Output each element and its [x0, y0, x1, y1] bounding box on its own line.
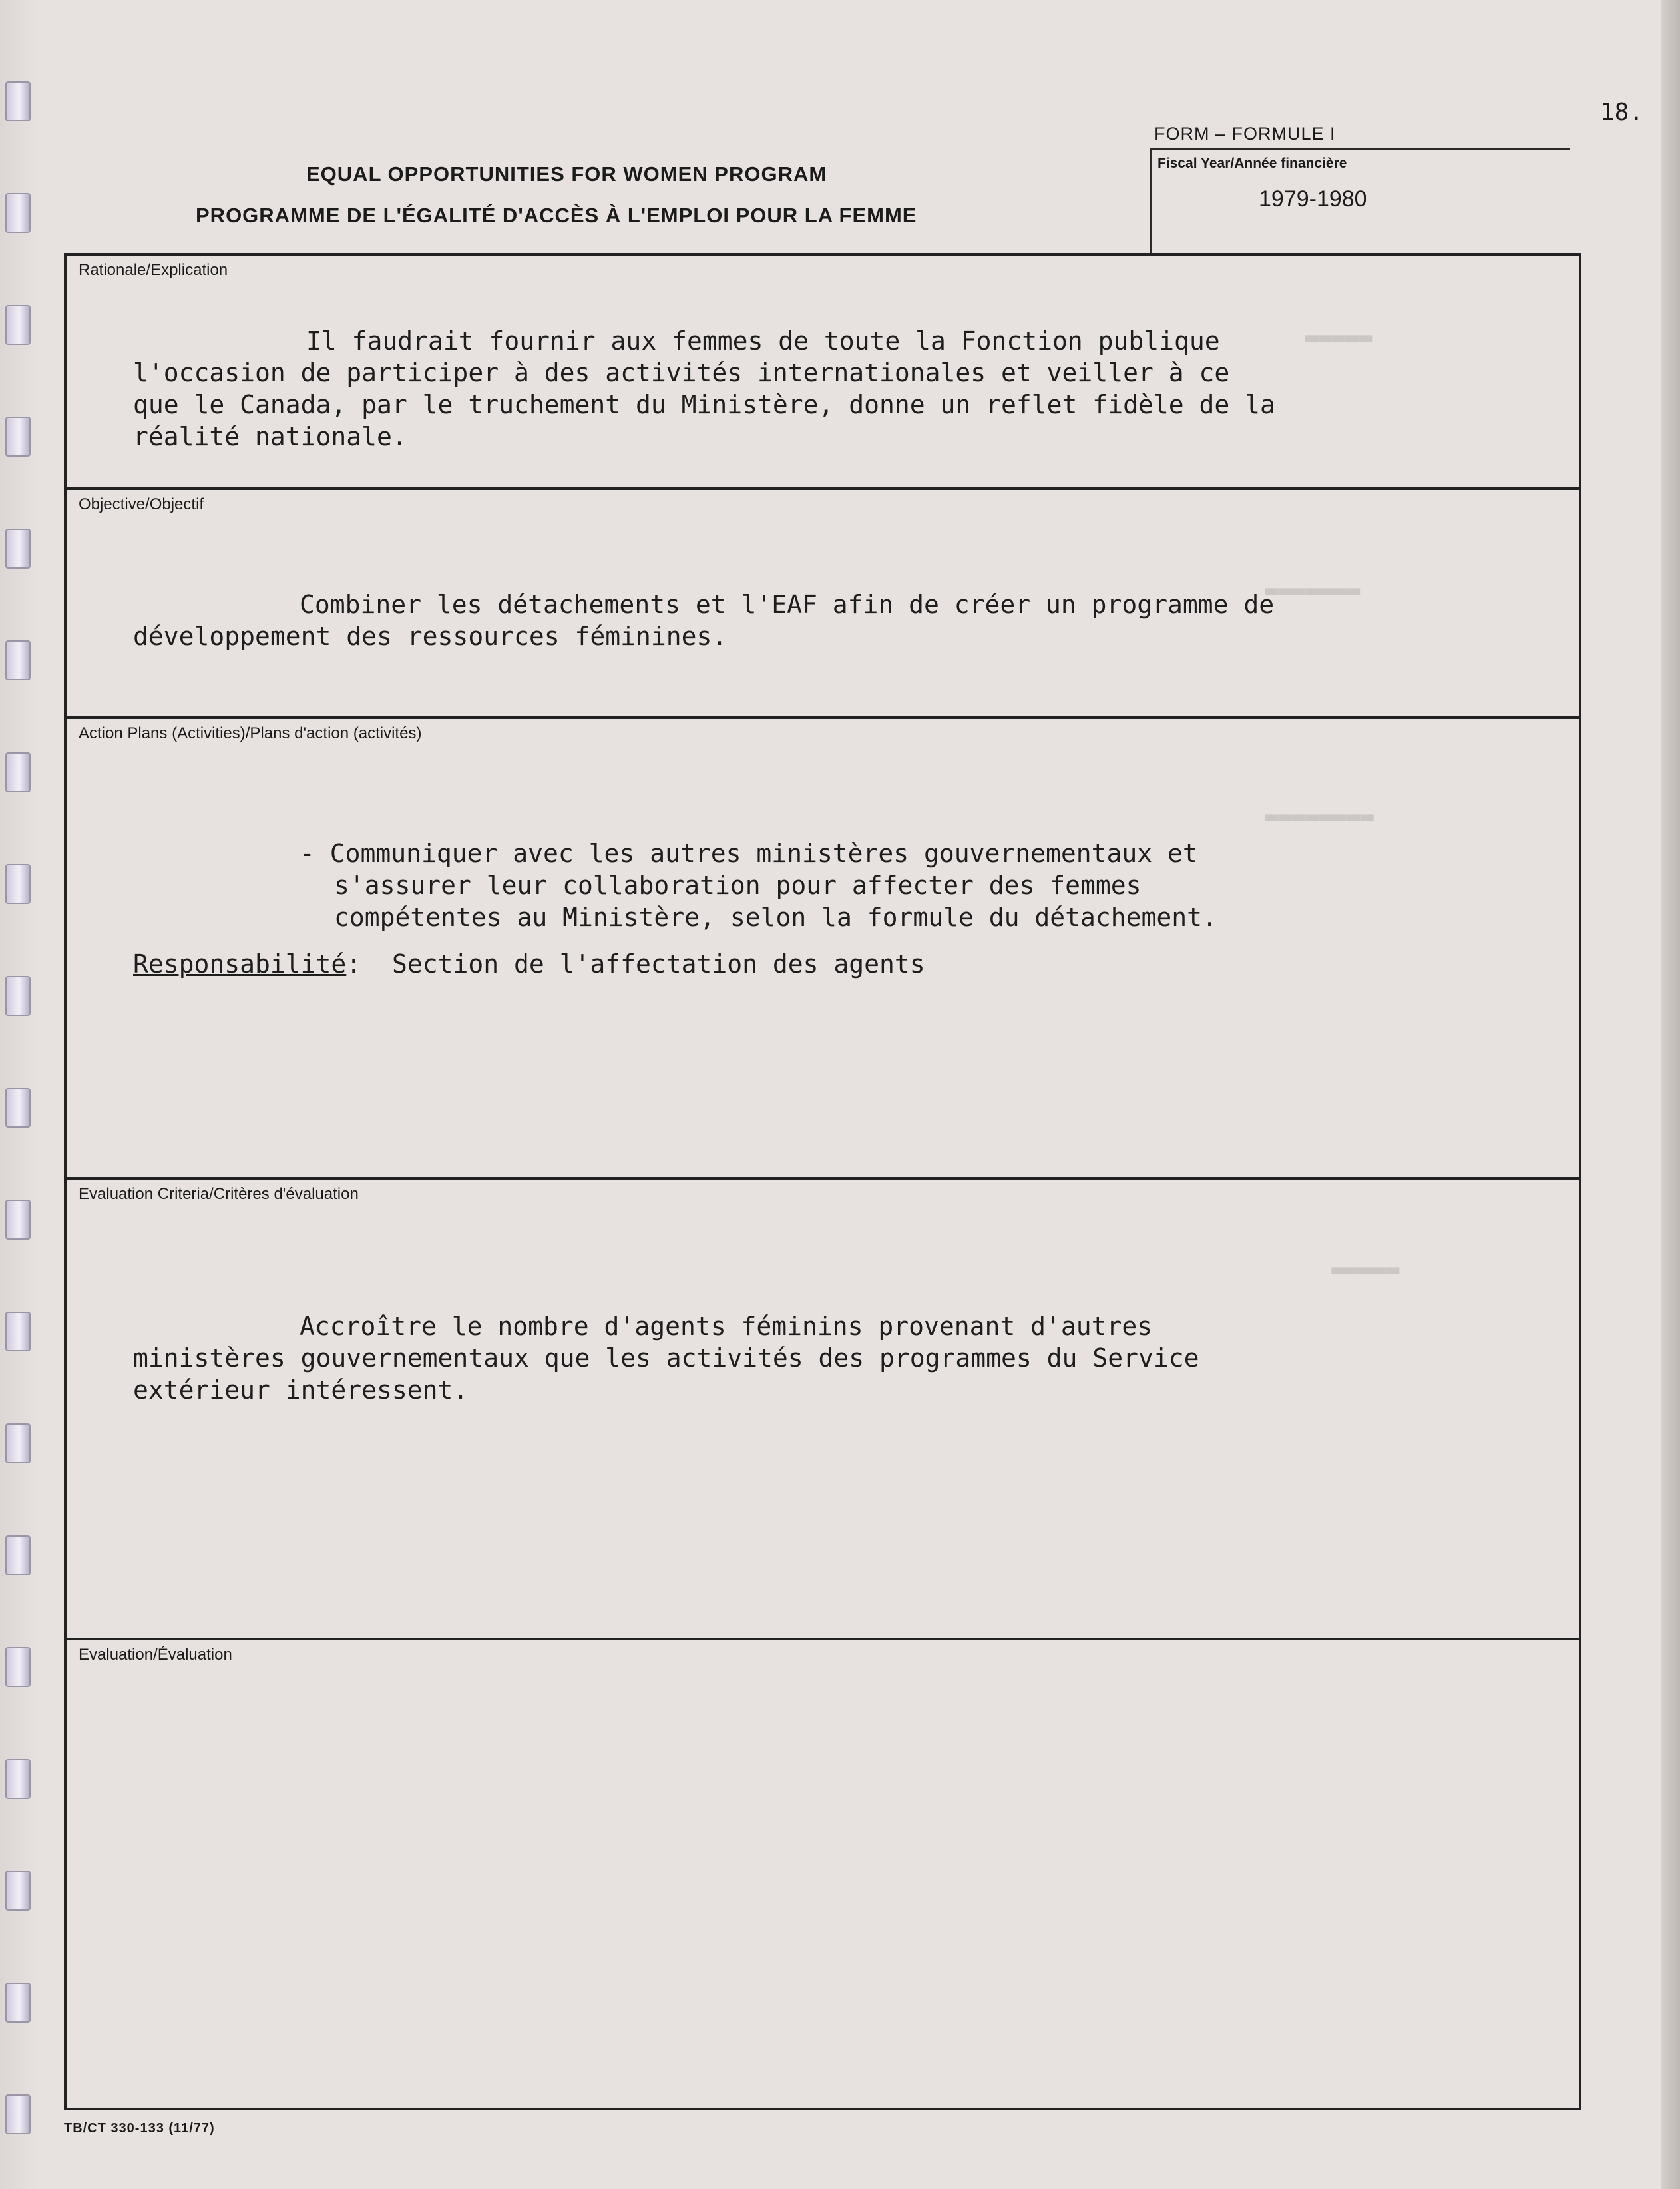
- form-code: TB/CT 330-133 (11/77): [64, 2121, 215, 2136]
- bleed-through-texture: ▬▬▬▬▬▬▬: [1265, 577, 1361, 603]
- rationale-line: que le Canada, par le truchement du Ministère, donne un reflet fidèle de la: [133, 390, 1275, 419]
- binder-ring: [5, 1423, 31, 1463]
- rationale-line: l'occasion de participer à des activités internationales et veiller à ce: [133, 358, 1230, 387]
- binder-ring: [5, 1200, 31, 1240]
- rationale-line: Il faudrait fournir aux femmes de toute la Fonction publique: [306, 326, 1220, 356]
- binder-ring: [5, 193, 31, 233]
- rationale-label: Rationale/Explication: [79, 261, 228, 279]
- action-plans-label: Action Plans (Activities)/Plans d'action (activités): [79, 724, 422, 742]
- title-english: EQUAL OPPORTUNITIES FOR WOMEN PROGRAM: [306, 162, 827, 186]
- fiscal-year-value: 1979-1980: [1259, 186, 1367, 212]
- binder-ring: [5, 1312, 31, 1351]
- responsibility-value: Section de l'affectation des agents: [391, 949, 925, 979]
- binder-ring: [5, 81, 31, 121]
- rationale-section: [67, 256, 1579, 490]
- objective-label: Objective/Objectif: [79, 495, 204, 513]
- binder-ring: [5, 529, 31, 569]
- evaluation-criteria-line: Accroître le nombre d'agents féminins provenant d'autres: [300, 1312, 1153, 1341]
- bleed-through-texture: ▬▬▬▬▬: [1305, 324, 1373, 350]
- fiscal-year-box: [1150, 149, 1583, 253]
- binder-ring: [5, 417, 31, 457]
- evaluation-section: [67, 1640, 1579, 2108]
- binder-ring: [5, 1535, 31, 1575]
- binder-ring: [5, 2094, 31, 2134]
- responsibility-line: [133, 948, 925, 980]
- responsibility-colon: :: [346, 949, 392, 979]
- objective-line: Combiner les détachements et l'EAF afin de créer un programme de: [300, 590, 1275, 619]
- binder-ring: [5, 1983, 31, 2023]
- binder-ring: [5, 640, 31, 680]
- objective-section: [67, 490, 1579, 719]
- evaluation-criteria-line: ministères gouvernementaux que les activités des programmes du Service: [133, 1343, 1199, 1373]
- bleed-through-texture: ▬▬▬▬▬▬▬▬: [1265, 803, 1374, 830]
- title-french: PROGRAMME DE L'ÉGALITÉ D'ACCÈS À L'EMPLOI POUR LA FEMME: [196, 204, 917, 227]
- binder-ring: [5, 976, 31, 1016]
- next-page-edge: [1661, 0, 1680, 2189]
- form-frame: [64, 253, 1581, 2110]
- bleed-through-texture: ▬▬▬▬▬: [1331, 1256, 1400, 1282]
- evaluation-criteria-section: [67, 1180, 1579, 1640]
- binder-ring: [5, 864, 31, 904]
- binder-ring: [5, 1871, 31, 1911]
- binder-ring: [5, 1088, 31, 1128]
- objective-line: développement des ressources féminines.: [133, 622, 728, 651]
- evaluation-criteria-line: extérieur intéressent.: [133, 1375, 469, 1405]
- form-label: FORM – FORMULE I: [1154, 124, 1336, 144]
- responsibility-label: Responsabilité: [133, 949, 347, 979]
- binder-ring: [5, 1647, 31, 1687]
- evaluation-criteria-label: Evaluation Criteria/Critères d'évaluation: [79, 1185, 359, 1203]
- evaluation-label: Evaluation/Évaluation: [79, 1646, 232, 1664]
- binder-ring: [5, 1759, 31, 1799]
- action-plans-section: [67, 719, 1579, 1180]
- action-plans-line: - Communiquer avec les autres ministères gouvernementaux et: [300, 839, 1198, 868]
- page-number: 18.: [1600, 99, 1644, 126]
- action-plans-line: compétentes au Ministère, selon la formule du détachement.: [334, 903, 1217, 932]
- fiscal-year-label: Fiscal Year/Année financière: [1157, 156, 1347, 171]
- binder-ring: [5, 305, 31, 345]
- binder-ring: [5, 752, 31, 792]
- rationale-line: réalité nationale.: [133, 422, 407, 451]
- action-plans-line: s'assurer leur collaboration pour affecter des femmes: [334, 871, 1142, 900]
